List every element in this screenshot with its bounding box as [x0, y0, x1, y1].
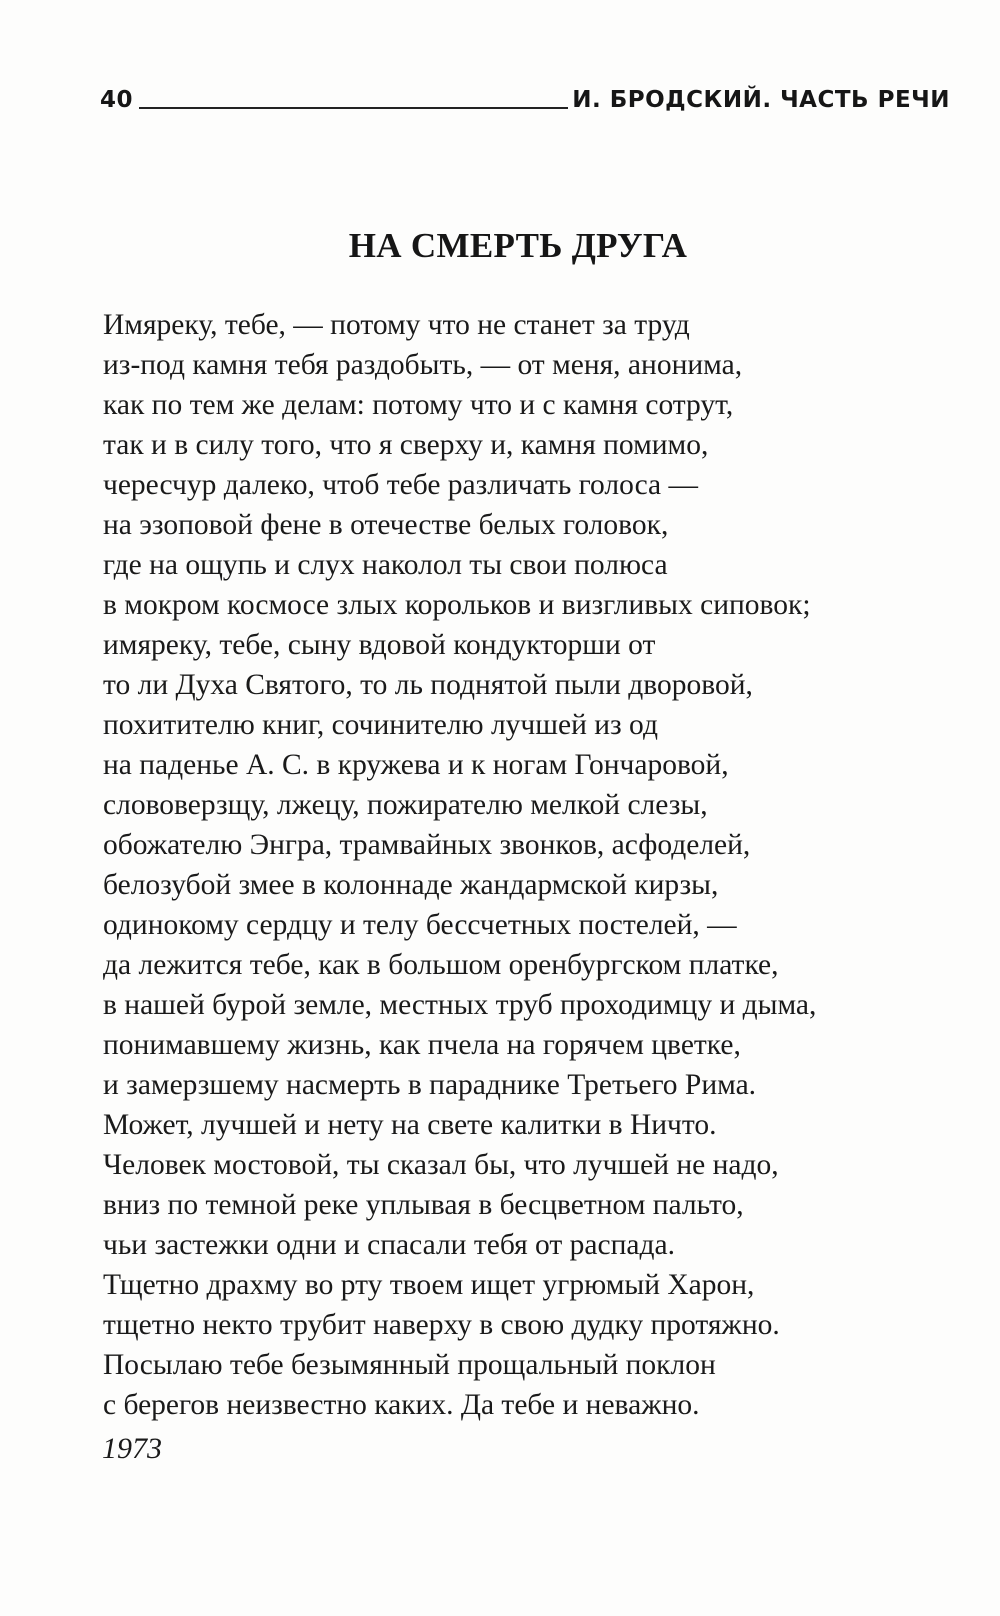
- poem-line: так и в силу того, что я сверху и, камня помимо,: [103, 429, 709, 461]
- poem-line: имяреку, тебе, сыну вдовой кондукторши от: [103, 629, 656, 661]
- poem-line: Имяреку, тебе, — потому что не станет за труд: [103, 309, 690, 341]
- poem-line: и замерзшему насмерть в парадникe Третьего Рима.: [103, 1069, 757, 1101]
- poem-line: одинокому сердцу и телу бессчетных постелей, —: [103, 909, 737, 941]
- poem-line: похитителю книг, сочинителю лучшей из од: [103, 709, 658, 741]
- poem-line: с берегов неизвестно каких. Да тебе и неважно.: [103, 1389, 700, 1421]
- poem-line: где на ощупь и слух наколол ты свои полюса: [103, 549, 668, 581]
- poem-line: слововерзщу, лжецу, пожирателю мелкой слезы,: [103, 789, 708, 821]
- running-head: [100, 76, 950, 112]
- poem-line: то ли Духа Святого, то ль поднятой пыли дворовой,: [103, 669, 753, 701]
- poem-line: на паденье А. С. в кружева и к ногам Гончаровой,: [103, 749, 729, 781]
- poem-date: 1973: [102, 1432, 162, 1465]
- poem-line: Посылаю тебе безымянный прощальный поклон: [103, 1349, 716, 1381]
- poem-line: чьи застежки одни и спасали тебя от распада.: [103, 1229, 675, 1261]
- poem-line: чересчур далеко, чтоб тебе различать голоса —: [103, 469, 699, 501]
- poem-title: НА СМЕРТЬ ДРУГА: [348, 226, 688, 265]
- running-head-title: И. БРОДСКИЙ. ЧАСТЬ РЕЧИ: [572, 87, 950, 113]
- poem-line: в мокром космосе злых корольков и визгливых сиповок;: [103, 589, 811, 621]
- poem-line: Тщетно драхму во рту твоем ищет угрюмый Харон,: [103, 1269, 755, 1301]
- poem-line: Может, лучшей и нету на свете калитки в Ничто.: [103, 1109, 717, 1141]
- poem-line: на эзоповой фене в отечестве белых головок,: [103, 509, 669, 541]
- poem-line: да лежится тебе, как в большом оренбургском платке,: [103, 949, 779, 981]
- poem-line: из-под камня тебя раздобыть, — от меня, анонима,: [103, 349, 743, 381]
- poem-line: как по тем же делам: потому что и с камня сотрут,: [103, 389, 734, 421]
- running-head-rule: [139, 107, 568, 109]
- poem-line: Человек мостовой, ты сказал бы, что лучшей не надо,: [103, 1149, 779, 1181]
- poem-line: тщетно некто трубит наверху в свою дудку протяжно.: [103, 1309, 780, 1341]
- poem-line: вниз по темной реке уплывая в бесцветном пальто,: [103, 1189, 744, 1221]
- poem-body: [103, 305, 963, 1425]
- poem-line: понимавшему жизнь, как пчела на горячем цветке,: [103, 1029, 741, 1061]
- poem-line: в нашей бурой земле, местных труб проходимцу и дыма,: [103, 989, 817, 1021]
- page-number: 40: [100, 87, 134, 113]
- poem-line: белозубой змее в колоннаде жандармской кирзы,: [103, 869, 719, 901]
- poem-line: обожателю Энгра, трамвайных звонков, асфоделей,: [103, 829, 751, 861]
